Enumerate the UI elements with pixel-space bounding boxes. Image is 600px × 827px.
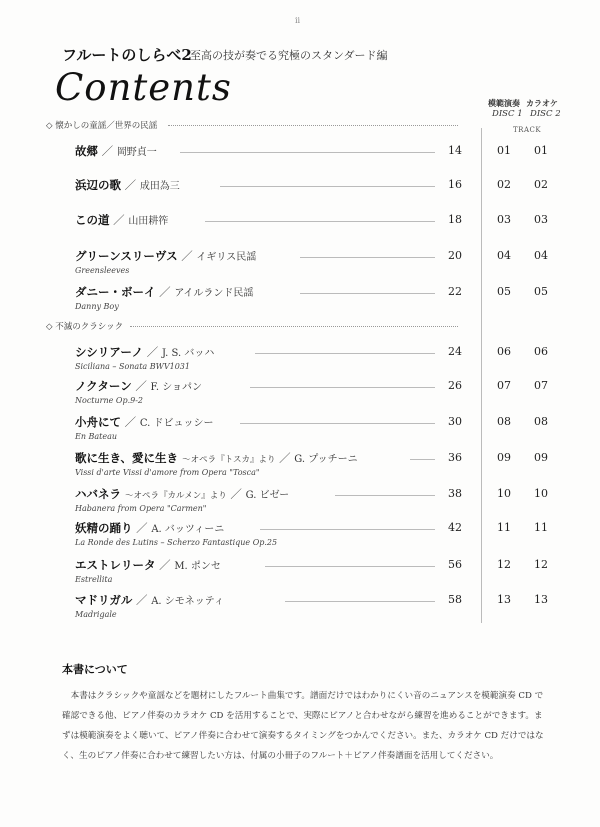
leader-line [285,601,435,602]
contents-entry [0,450,600,480]
contents-heading: Contents [55,66,232,109]
page-mark: ii [295,16,301,25]
entry-title-line: グリーンスリーヴス ／ イギリス民謡 [75,249,257,263]
leader-line [300,293,435,294]
contents-entry [0,344,600,374]
contents-entry [0,284,600,314]
entry-title-line: 故郷 ／ 岡野貞一 [75,144,157,158]
entry-title-line: シシリアーノ ／ J. S. バッハ [75,345,215,359]
page-number: 22 [448,285,462,298]
entry-composer: G. ビゼー [245,490,290,501]
contents-entry [0,248,600,278]
about-heading: 本書について [62,663,128,676]
entry-subtitle: Madrigale [75,610,117,619]
leader-line [180,152,435,153]
entry-composer: 成田為三 [139,181,180,192]
entry-title-line: ダニー・ボーイ ／ アイルランド民謡 [75,285,254,299]
entry-subtitle: En Bateau [75,432,118,441]
disc2-track: 06 [534,345,548,358]
column-label-karaoke: カラオケ [526,98,558,108]
disc2-track: 02 [534,178,548,191]
entry-title-line: マドリガル ／ A. シモネッティ [75,593,224,607]
page-number: 14 [448,144,462,157]
disc1-track: 12 [497,558,511,571]
entry-subtitle: Greensleeves [75,266,130,275]
page-number: 30 [448,415,462,428]
contents-entry [0,177,600,207]
disc2-track: 10 [534,487,548,500]
disc1-track: 08 [497,415,511,428]
contents-entry [0,378,600,408]
contents-entry [0,212,600,242]
entry-title-line: ノクターン ／ F. ショパン [75,379,203,393]
leader-line [220,186,435,187]
disc1-track: 05 [497,285,511,298]
disc1-track: 02 [497,178,511,191]
disc1-track: 09 [497,451,511,464]
page-number: 58 [448,593,462,606]
entry-title-line: 妖精の踊り ／ A. バッツィーニ [75,521,225,535]
entry-title: ダニー・ボーイ [75,285,156,299]
track-label: TRACK [513,126,542,134]
disc1-track: 03 [497,213,511,226]
entry-title-line: この道 ／ 山田耕筰 [75,213,169,227]
entry-subtitle: Danny Boy [75,302,119,311]
entry-subtitle: Vissi d'arte Vissi d'amore from Opera "Tosca" [75,468,260,477]
entry-subtitle: Nocturne Op.9-2 [75,396,144,405]
page-number: 36 [448,451,462,464]
leader-line [335,495,435,496]
entry-subtitle: Siciliana – Sonata BWV1031 [75,362,190,371]
contents-entry [0,143,600,173]
entry-composer: イギリス民謡 [196,252,257,263]
entry-title-note: ～オペラ『トスカ』より [182,455,276,465]
book-subtitle: 至高の技が奏でる究極のスタンダード編 [190,49,388,62]
leader-line [205,221,435,222]
disc2-label: DISC 2 [530,109,561,119]
leader-line [300,257,435,258]
disc2-track: 04 [534,249,548,262]
entry-title: 故郷 [75,144,98,158]
entry-title: シシリアーノ [75,345,144,359]
disc1-track: 01 [497,144,511,157]
disc2-track: 03 [534,213,548,226]
disc1-track: 06 [497,345,511,358]
leader-line [240,423,435,424]
page-number: 56 [448,558,462,571]
about-text: 本書はクラシックや童謡などを題材にしたフルート曲集です。譜面だけではわかりにくい音のニュアンスを模範演奏 CD で確認できる他、ピアノ伴奏のカラオケ CD を活用することで、実際にピアノと合わせながら練習を進めることができます。まずは模範演奏をよく聴いて、ピアノ伴奏に合わせて演奏するタイミングをつかんでください。また、カラオケ CD だけではなく、生のピアノ伴奏に合わせて練習したい方は、付属の小冊子のフルート＋ピアノ伴奏譜面を活用してください。 [62,691,544,761]
column-label-model: 模範演奏 [488,98,520,108]
entry-title-line: 小舟にて ／ C. ドビュッシー [75,415,214,429]
entry-composer: 山田耕筰 [128,216,169,227]
disc1-track: 11 [497,521,511,534]
disc2-track: 13 [534,593,548,606]
entry-title-line: エストレリータ ／ M. ポンセ [75,558,221,572]
disc2-track: 08 [534,415,548,428]
entry-title: 浜辺の歌 [75,178,121,192]
entry-composer: G. プッチーニ [294,454,358,465]
disc1-track: 10 [497,487,511,500]
page-number: 24 [448,345,462,358]
entry-title: グリーンスリーヴス [75,249,178,263]
disc1-label: DISC 1 [492,109,523,119]
contents-entry [0,486,600,516]
page-number: 42 [448,521,462,534]
disc2-track: 09 [534,451,548,464]
entry-composer: J. S. バッハ [161,348,215,359]
entry-title: この道 [75,213,110,227]
disc2-track: 11 [534,521,548,534]
entry-composer: A. バッツィーニ [151,524,225,535]
disc2-track: 01 [534,144,548,157]
entry-subtitle: Habanera from Opera "Carmen" [75,504,207,513]
entry-title-line: 浜辺の歌 ／ 成田為三 [75,178,180,192]
entry-title: マドリガル [75,593,133,607]
entry-subtitle: La Ronde des Lutins – Scherzo Fantastique Op.25 [75,538,278,547]
section-divider [130,326,458,327]
disc2-track: 07 [534,379,548,392]
page-number: 18 [448,213,462,226]
leader-line [410,459,435,460]
disc2-track: 12 [534,558,548,571]
entry-composer: M. ポンセ [174,561,221,572]
contents-entry [0,520,600,550]
section-heading-classic: ◇ 不滅のクラシック [46,322,124,332]
entry-title: ノクターン [75,379,132,393]
entry-subtitle: Estrellita [75,575,113,584]
entry-title: 小舟にて [75,415,121,429]
leader-line [260,529,435,530]
entry-title-note: ～オペラ『カルメン』より [125,491,227,501]
page-number: 16 [448,178,462,191]
leader-line [255,353,435,354]
page-number: 20 [448,249,462,262]
entry-composer: 岡野貞一 [116,147,157,158]
disc2-track: 05 [534,285,548,298]
contents-entry [0,592,600,622]
entry-title-line: ハバネラ ～オペラ『カルメン』より ／ G. ビゼー [75,487,290,501]
entry-title: エストレリータ [75,558,156,572]
entry-composer: C. ドビュッシー [139,418,214,429]
section-heading-folk: ◇ 懐かしの童謡／世界の民謡 [46,121,158,131]
leader-line [250,387,435,388]
section-divider [168,125,458,126]
contents-entry [0,557,600,587]
page-number: 26 [448,379,462,392]
disc1-track: 07 [497,379,511,392]
book-title: フルートのしらべ2 [62,46,192,64]
entry-title: 妖精の踊り [75,521,133,535]
contents-entry [0,414,600,444]
disc1-track: 04 [497,249,511,262]
entry-composer: A. シモネッティ [151,596,224,607]
page-number: 38 [448,487,462,500]
entry-composer: アイルランド民謡 [174,288,254,299]
disc1-track: 13 [497,593,511,606]
entry-title: 歌に生き、愛に生き [75,451,179,465]
entry-composer: F. ショパン [150,382,203,393]
entry-title: ハバネラ [75,487,121,501]
entry-title-line: 歌に生き、愛に生き ～オペラ『トスカ』より ／ G. プッチーニ [75,451,358,465]
leader-line [265,566,435,567]
